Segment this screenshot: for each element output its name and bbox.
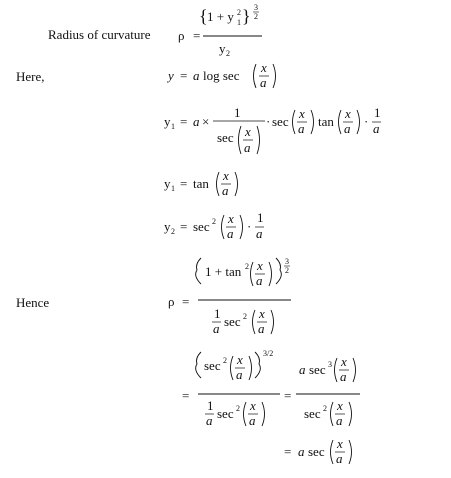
svg-text:x: x — [259, 306, 265, 321]
svg-text:·: · — [266, 114, 271, 129]
equation-y1 — [164, 168, 238, 198]
svg-text:a: a — [298, 444, 305, 459]
svg-text:=: = — [180, 114, 188, 129]
svg-text:x: x — [341, 354, 347, 369]
svg-text:y: y — [164, 176, 171, 191]
svg-text:2: 2 — [223, 356, 227, 365]
svg-text:1: 1 — [171, 122, 175, 131]
svg-text:x: x — [261, 60, 267, 75]
svg-text:1: 1 — [214, 306, 221, 321]
svg-text:a: a — [298, 121, 305, 136]
equation-y — [166, 60, 276, 90]
svg-text:=: = — [193, 28, 201, 43]
svg-text:3: 3 — [285, 257, 289, 266]
svg-text:ρ: ρ — [178, 28, 185, 43]
svg-text:sec: sec — [204, 358, 221, 373]
svg-text:×: × — [202, 114, 210, 129]
svg-text:}: } — [242, 6, 251, 26]
svg-text:a: a — [260, 75, 267, 90]
svg-text:=: = — [284, 444, 292, 459]
svg-text:sec: sec — [304, 406, 321, 421]
svg-text:a: a — [344, 121, 351, 136]
svg-text:x: x — [337, 398, 343, 413]
svg-text:x: x — [245, 124, 251, 139]
svg-text:sec: sec — [308, 444, 325, 459]
svg-text:y: y — [164, 219, 171, 234]
svg-text:2: 2 — [226, 49, 230, 58]
svg-text:a: a — [249, 413, 256, 428]
svg-text:2: 2 — [285, 266, 289, 275]
svg-text:a: a — [193, 68, 200, 83]
svg-text:y: y — [168, 68, 174, 83]
equation-y2 — [164, 210, 264, 241]
svg-text:a: a — [244, 140, 251, 155]
svg-text:x: x — [345, 106, 351, 121]
svg-text:a: a — [336, 451, 343, 466]
svg-text:a: a — [222, 183, 229, 198]
svg-text:2: 2 — [237, 8, 241, 17]
svg-text:a: a — [340, 369, 347, 384]
svg-text:=: = — [180, 176, 188, 191]
svg-text:3: 3 — [328, 360, 332, 369]
svg-text:tan: tan — [318, 114, 334, 129]
svg-text:1 + tan: 1 + tan — [205, 264, 242, 279]
svg-text:a: a — [256, 273, 263, 288]
svg-text:y: y — [219, 41, 226, 56]
svg-text:x: x — [250, 398, 256, 413]
hence-label: Hence — [16, 295, 50, 310]
svg-text:1: 1 — [207, 398, 214, 413]
svg-text:x: x — [337, 436, 343, 451]
svg-text:1: 1 — [171, 184, 175, 193]
svg-text:x: x — [257, 258, 263, 273]
svg-text:1 + y: 1 + y — [207, 9, 234, 24]
svg-text:=: = — [182, 388, 190, 403]
equation-rho-definition — [178, 3, 262, 58]
svg-text:a: a — [206, 413, 213, 428]
svg-text:a: a — [336, 413, 343, 428]
svg-text:2: 2 — [254, 12, 258, 21]
svg-text:sec: sec — [217, 406, 234, 421]
radius-of-curvature-label: Radius of curvature — [48, 27, 151, 42]
here-label: Here, — [16, 69, 45, 84]
svg-text:3/2: 3/2 — [263, 349, 274, 358]
svg-text:a: a — [236, 367, 243, 382]
svg-text:x: x — [228, 211, 234, 226]
svg-text:2: 2 — [171, 227, 175, 236]
equation-y1-derivative — [164, 105, 381, 155]
svg-text:1: 1 — [257, 210, 264, 225]
svg-text:tan: tan — [193, 176, 209, 191]
svg-text:log sec: log sec — [203, 68, 240, 83]
equation-rho-result — [284, 436, 352, 466]
svg-text:a: a — [213, 321, 220, 336]
svg-text:sec: sec — [193, 219, 210, 234]
svg-text:=: = — [182, 294, 190, 309]
svg-text:sec: sec — [272, 114, 289, 129]
svg-text:a: a — [258, 321, 265, 336]
svg-text:2: 2 — [236, 404, 240, 413]
svg-text:a: a — [193, 114, 200, 129]
svg-text:x: x — [237, 352, 243, 367]
equation-rho-simplified — [182, 349, 360, 428]
svg-text:a: a — [227, 226, 234, 241]
equation-rho-substituted — [168, 257, 291, 336]
svg-text:a: a — [299, 362, 306, 377]
svg-text:1: 1 — [374, 105, 381, 120]
svg-text:1: 1 — [234, 105, 241, 120]
svg-text:sec: sec — [224, 314, 241, 329]
svg-text:sec: sec — [217, 130, 234, 145]
svg-text:3: 3 — [254, 3, 258, 12]
svg-text:1: 1 — [237, 18, 241, 27]
svg-text:·: · — [247, 219, 252, 234]
svg-text:2: 2 — [212, 217, 216, 226]
svg-text:x: x — [223, 168, 229, 183]
svg-text:sec: sec — [309, 362, 326, 377]
svg-text:2: 2 — [243, 312, 247, 321]
svg-text:=: = — [180, 219, 188, 234]
svg-text:{: { — [199, 6, 208, 26]
svg-text:ρ: ρ — [168, 294, 175, 309]
svg-text:y: y — [164, 114, 171, 129]
svg-text:2: 2 — [245, 262, 249, 271]
svg-text:2: 2 — [323, 404, 327, 413]
svg-text:·: · — [364, 114, 369, 129]
svg-text:a: a — [256, 226, 263, 241]
svg-text:x: x — [299, 106, 305, 121]
svg-text:=: = — [284, 388, 292, 403]
svg-text:=: = — [180, 68, 188, 83]
svg-text:a: a — [373, 121, 380, 136]
